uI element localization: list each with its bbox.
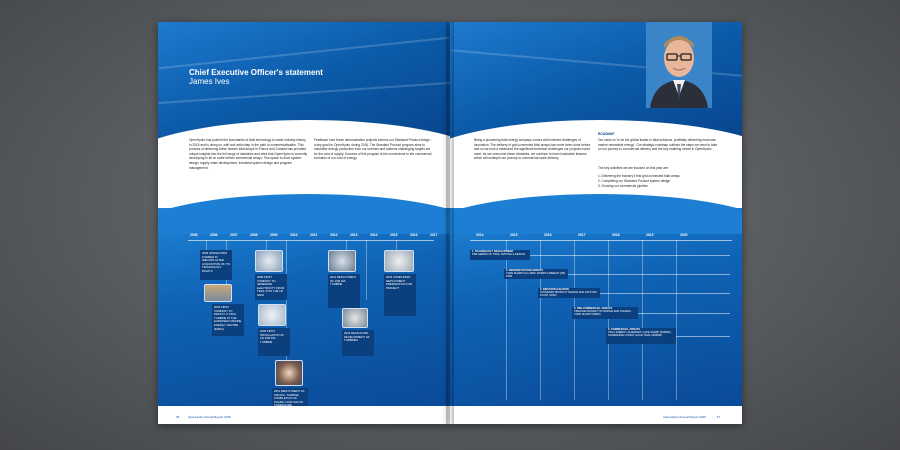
footer-label: OpenHydro Annual Report 2015 [188, 415, 231, 419]
book-spine [446, 22, 454, 424]
stage-extent [600, 293, 730, 294]
year-label: 2011 [310, 233, 318, 237]
page-number: 36 [176, 415, 180, 419]
text-column-1: Being a pioneering tidal energy company comes with inherent challenges of innovation. The delivery of grid-connected tidal arrays has never been done before and so we took a measured the significant technical challenges our projects would meet. As we overcome these obstacles, we continue to learn invaluable lessons which will underpin our journey to commercial scale delivery. [474, 138, 591, 161]
text-column-1: OpenHydro has pushed the boundaries of tidal technology to make industry history in 2015 and is doing so, with and artful step in the path to commercialisation. This process of delivering these historic tidal arrays in France and Canada has provided unique insights into the full range of industries and sites that OpenHydro is currently developing in all on scale deliver commercial arrays. This space to drive system design, supply chain development, industrial system design and program management. [189, 138, 308, 170]
timeline-axis [188, 240, 434, 241]
timeline-event: 2005 OPENHYDRO FORMED IN IRELAND AFTER ACQUISITION OF ITS TECHNOLOGY RIGHTS [200, 250, 232, 280]
turbine-photo [384, 250, 414, 272]
stage-detail: PIPELINE PROJECT IN FRANCE AND CANADA, CAPE SHARP (20MW) [574, 310, 632, 317]
roadmap-axis [470, 240, 732, 241]
timeline-tick [366, 240, 367, 300]
stage-detail: TIDAL ENERGY ALDERNEY, CAPE SHARP (300MW), NORMANDIE HYDRO, RACE TIDAL (300MW) [608, 331, 672, 338]
timeline-event: 2012 DEPLOYMENT OF 16M DIA. TURBINE [328, 274, 360, 308]
year-label: 2008 [250, 233, 258, 237]
section-heading: ROADMAP [598, 132, 615, 136]
text-column-2: Feedback from these demonstration projects informs our Standard Product design - a key goal for OpenHydro during 2016. The Standard Product program aims to maximise energy production from our turbines and address challenging targets set for the cost of supply. Success of this program is the cornerstone to the commercial evolution of our cost of energy. [314, 138, 432, 161]
year-label: 2010 [290, 233, 298, 237]
turbine-photo [342, 308, 368, 328]
turbine-photo [275, 360, 303, 386]
roadmap-gridline [506, 240, 507, 400]
year-label: 2017 [430, 233, 438, 237]
timeline-event: 2006 FIRST COMPANY TO DEPLOY A TIDAL TURBINE AT THE EUROPEAN MARINE ENERGY CENTRE (EMEC) [212, 304, 244, 336]
stage-extent [530, 255, 730, 256]
year-label: 2016 [544, 233, 552, 237]
stage-detail: CAPE SHARP (CA) 4MW, PAIMPOL-BREHAT (FR) 1MW [506, 272, 566, 279]
focus-intro: The key activities we are focused on this year are: [598, 166, 669, 170]
stage-title: 3. INDUSTRIALISATION [540, 288, 569, 291]
year-label: 2006 [210, 233, 218, 237]
year-label: 2015 [510, 233, 518, 237]
stage-detail: PRE-SERIES OF TIDAL TESTING & DESIGN [472, 253, 525, 257]
ceo-portrait [646, 22, 712, 108]
timeline-event: 2011 DEPLOYMENT OF 16M DIA. TURBINE, COMPLETION OF PHASE 1 FOR SOUTH [272, 388, 308, 416]
timeline-event: 2009 FIRST INSTALLATION OF AN 10M DIA. TURBINE [258, 328, 290, 356]
stage-extent [638, 313, 730, 314]
roadmap-gridline [574, 240, 575, 400]
focus-item: 1. Delivering the industry's first grid-connected tidal arrays [598, 174, 680, 178]
timeline-event: 2013 DESIGN AND DEVELOPMENT OF TURBINES [342, 330, 374, 356]
year-label: 2009 [270, 233, 278, 237]
year-label: 2017 [578, 233, 586, 237]
left-page [158, 22, 450, 424]
stage-title: 4. PRE-COMMERCIAL ARRAYS [574, 307, 613, 310]
roadmap-gridline [540, 240, 541, 400]
roadmap-years [476, 233, 714, 240]
roadmap-stage [538, 288, 600, 298]
turbine-photo [328, 250, 356, 272]
roadmap-gridline [676, 240, 677, 400]
roadmap-gridline [608, 240, 609, 400]
roadmap-stage [606, 328, 676, 344]
footer-label: OpenHydro Annual Report 2015 [663, 415, 706, 419]
turbine-photo [204, 284, 232, 302]
stage-extent [676, 336, 730, 337]
turbine-photo [258, 304, 286, 326]
year-label: 2007 [230, 233, 238, 237]
year-label: 2020 [680, 233, 688, 237]
portrait-illustration [646, 22, 712, 108]
timeline-years [190, 233, 450, 240]
stage-title: 1. TECHNOLOGY DEVELOPMENT [472, 250, 514, 253]
year-label: 2014 [370, 233, 378, 237]
turbine-photo [255, 250, 283, 272]
right-page [450, 22, 742, 424]
focus-item: 3. Growing our commercial pipeline. [598, 184, 649, 188]
year-label: 2018 [612, 233, 620, 237]
page-title [189, 68, 323, 86]
roadmap-stage [470, 250, 530, 260]
year-label: 2016 [410, 233, 418, 237]
text-column-2: Our vision is 'to be the global leader in tidal solutions, profitably delivering economic marine renewable energy'. Our strategic roadmap outlines the steps we need to take on our journey to commercial delivery and the key enabling needs in OpenHydro. [598, 138, 718, 152]
year-label: 2012 [330, 233, 338, 237]
stage-title: 5. COMMERCIAL ARRAYS [608, 328, 641, 331]
year-label: 2015 [390, 233, 398, 237]
timeline-event: 2008 FIRST COMPANY TO GENERATE ELECTRICITY FROM TIDAL INTO THE UK GRID [255, 274, 287, 300]
roadmap-stage [572, 307, 638, 319]
year-label: 2005 [190, 233, 198, 237]
timeline-event: 2015 COMPLETED DEPLOYMENT PREPARATION FOR PROJECT [384, 274, 416, 316]
year-label: 2013 [350, 233, 358, 237]
title-heading: Chief Executive Officer's statement [189, 68, 323, 77]
year-label: 2019 [646, 233, 654, 237]
page-number: 37 [716, 415, 720, 419]
roadmap-stage [504, 269, 568, 279]
stage-title: 2. DEMONSTRATION ARRAYS [506, 269, 543, 272]
focus-item: 2. Completing our Standard Product system design [598, 179, 671, 183]
stage-extent [568, 274, 730, 275]
roadmap-gridline [642, 240, 643, 400]
year-label: 2014 [476, 233, 484, 237]
stage-detail: STANDARD PRODUCT DESIGN AND FACTORY PLANT (2016) [540, 291, 598, 298]
title-subheading: James Ives [189, 77, 230, 86]
